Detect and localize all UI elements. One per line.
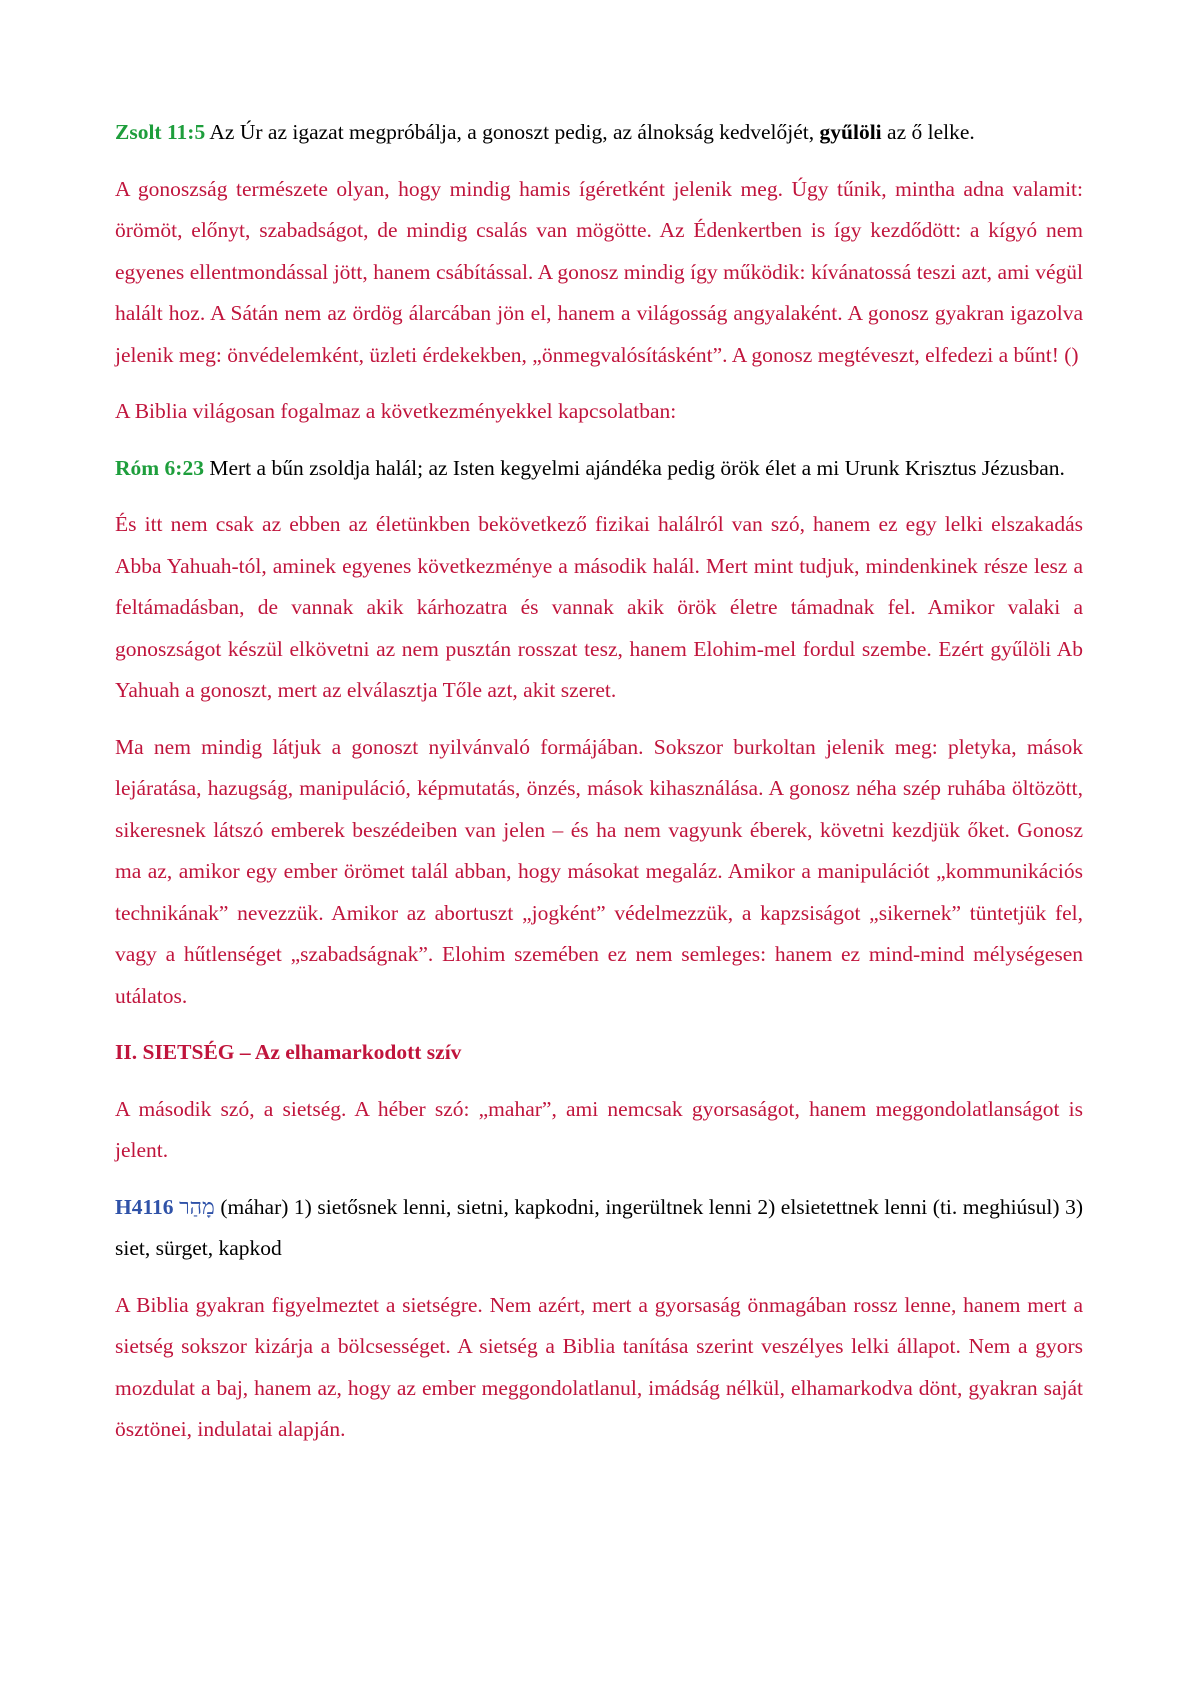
hebrew-word: מָהַר (179, 1194, 215, 1220)
verse-text-before: Az Úr az igazat megpróbálja, a gonoszt pedig, az álnokság kedvelőjét, (205, 120, 820, 144)
verse-bold-word: gyűlöli (819, 120, 882, 144)
strongs-definition: (máhar) 1) sietősnek lenni, sietni, kapkodni, ingerültnek lenni 2) elsietettnek lenni (ti. meghiúsul) 3) siet, sürget, kapkod (115, 1194, 1084, 1260)
paragraph-haste-intro: A második szó, a sietség. A héber szó: „mahar”, ami nemcsak gyorsaságot, hanem meggondolatlanságot is jelent. (115, 1096, 1083, 1162)
paragraph-spiritual-death: És itt nem csak az ebben az életünkben bekövetkező fizikai halálról van szó, hanem ez egy lelki elszakadás Abba Yahuah-tól, aminek egyenes következménye a második halál. Mert mint tudjuk, mindenkinek része lesz a feltámadásban, de vannak akik kárhozatra és vannak akik örök életre támadnak fel. Amikor valaki a gonoszságot készül elkövetni az nem pusztán rosszat tesz, hanem Elohim-mel fordul szembe. Ezért gyűlöli Ab Yahuah a gonoszt, mert az elválasztja Tőle azt, akit szeret. (115, 512, 1083, 702)
paragraph-haste-warning: A Biblia gyakran figyelmeztet a sietségre. Nem azért, mert a gyorsaság önmagában rossz lenne, hanem mert a sietség sokszor kizárja a bölcsességet. A sietség a Biblia tanítása szerint veszélyes lelki állapot. Nem a gyors mozdulat a baj, hanem az, hogy az ember meggondolatlanul, imádság nélkül, elhamarkodva dönt, gyakran saját ösztönei, indulatai alapján. (115, 1292, 1083, 1441)
paragraph-wickedness-nature: A gonoszság természete olyan, hogy mindig hamis ígéretként jelenik meg. Úgy tűnik, mintha adna valamit: örömöt, előnyt, szabadságot, de mindig csalás van mögötte. Az Édenkertben is így kezdődött: a kígyó nem egyenes ellentmondással jött, hanem csábítással. A gonosz mindig így működik: kívánatossá teszi azt, ami végül halált hoz. A Sátán nem az ördög álarcában jön el, hanem a világosság angyalaként. A gonosz gyakran igazolva jelenik meg: önvédelemként, üzleti érdekekben, „önmegvalósításként”. A gonosz megtéveszt, elfedezi a bűnt! () (115, 176, 1083, 367)
verse-romans-6-23 (115, 448, 1083, 490)
verse-text: Mert a bűn zsoldja halál; az Isten kegyelmi ajándéka pedig örök élet a mi Urunk Krisztus Jézusban. (203, 455, 1065, 480)
strongs-number: H4116 (115, 1194, 174, 1219)
verse-reference: Zsolt 11:5 (115, 120, 206, 144)
verse-psalm-11-5 (115, 112, 1083, 154)
verse-text-after: az ő lelke. (881, 120, 975, 144)
paragraph-consequences-intro: A Biblia világosan fogalmaz a következményekkel kapcsolatban: (115, 399, 677, 423)
document-page (115, 112, 1083, 1466)
strongs-entry (115, 1187, 1083, 1270)
verse-reference: Róm 6:23 (115, 455, 204, 480)
paragraph-hidden-evil: Ma nem mindig látjuk a gonoszt nyilvánvaló formájában. Sokszor burkoltan jelenik meg: pletyka, mások lejáratása, hazugság, manipuláció, képmutatás, önzés, mások kihasználása. A gonosz néha szép ruhába öltözött, sikeresnek látszó emberek beszédeiben van jelen – és ha nem vagyunk éberek, követni kezdjük őket. Gonosz ma az, amikor egy ember örömet talál abban, hogy másokat megaláz. Amikor a manipulációt „kommunikációs technikának” nevezzük. Amikor az abortuszt „jogként” védelmezzük, a kapzsiságot „sikernek” tüntetjük fel, vagy a hűtlenséget „szabadságnak”. Elohim szemében ez nem semleges: hanem ez mind-mind mélységesen utálatos. (115, 734, 1083, 1008)
section-heading: II. SIETSÉG – Az elhamarkodott szív (115, 1040, 462, 1064)
